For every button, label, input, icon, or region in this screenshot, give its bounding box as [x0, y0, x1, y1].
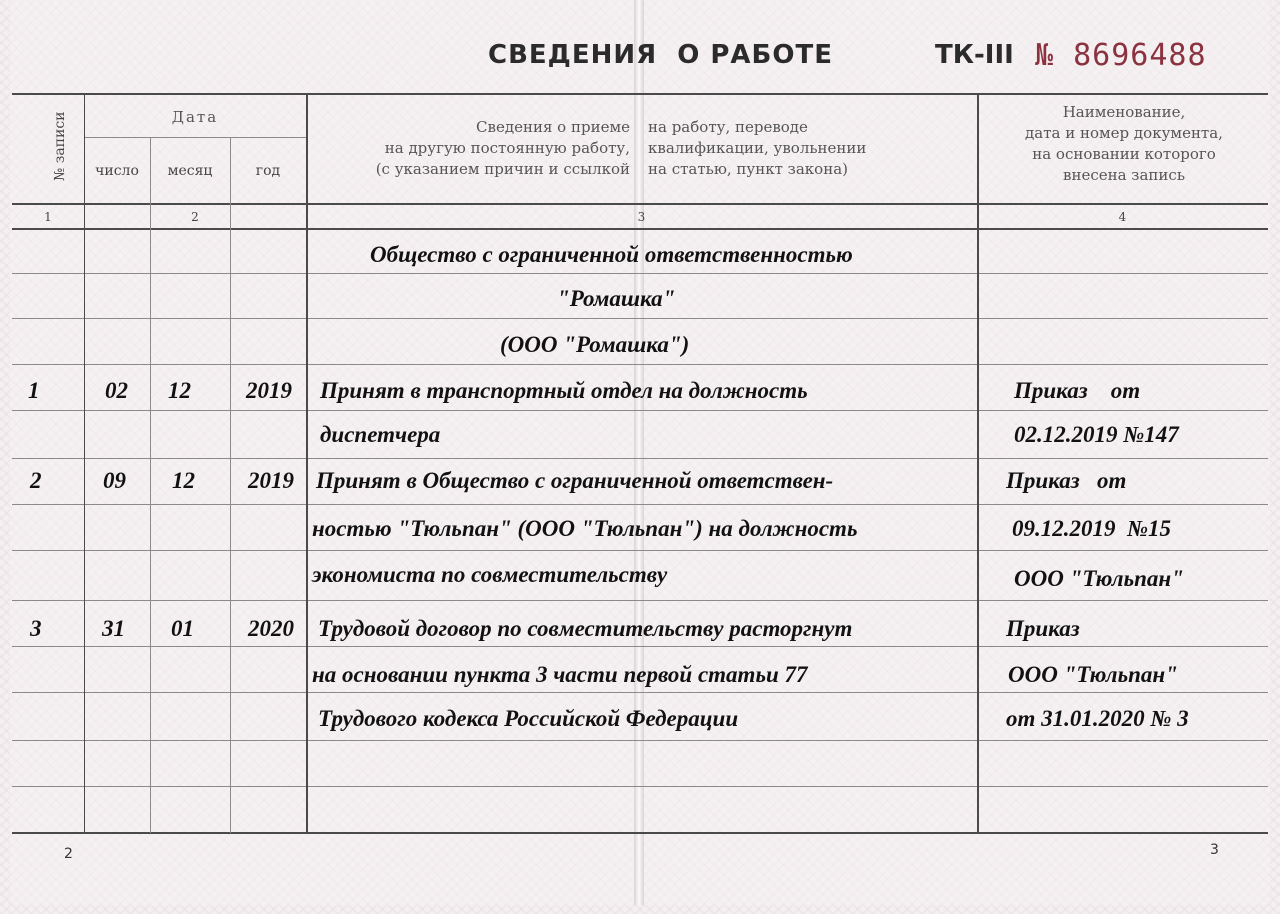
- year-header: год: [255, 163, 281, 179]
- employer-short-name: "Ромашка": [557, 286, 676, 311]
- header-bottom-line: [12, 203, 1268, 205]
- table-rule-line: [12, 550, 1268, 551]
- col-number-1: 1: [44, 210, 52, 224]
- table-rule-line: [12, 832, 1268, 834]
- entry-3-text-line-2: на основании пункта 3 части первой статьи 77: [312, 662, 808, 687]
- table-rule-line: [12, 740, 1268, 741]
- col-number-2: 2: [191, 210, 199, 224]
- col-line-2: [306, 93, 308, 833]
- date-subheader-line: [84, 137, 306, 138]
- col-number-4: 4: [1118, 210, 1127, 224]
- info-header-right: на работу, переводе квалификации, увольнении на статью, пункт закона): [648, 118, 867, 178]
- table-rule-line: [12, 786, 1268, 787]
- entry-3-text-line-3: Трудового кодекса Российской Федерации: [318, 706, 739, 731]
- col-line-month: [230, 137, 231, 833]
- entry-2-doc-line-1: Приказ от: [1006, 468, 1127, 493]
- col-line-3: [977, 93, 979, 833]
- entry-1-doc-line-2: 02.12.2019 №147: [1014, 422, 1179, 447]
- entry-2-doc-line-3: ООО "Тюльпан": [1014, 566, 1184, 591]
- entry-3-doc-line-3: от 31.01.2020 № 3: [1006, 706, 1189, 731]
- col-line-1: [84, 93, 85, 833]
- date-header: Дата: [171, 108, 219, 126]
- entry-1-month: 12: [168, 378, 191, 403]
- entry-2-doc-line-2: 09.12.2019 №15: [1012, 516, 1172, 541]
- book-spine: [634, 0, 644, 905]
- table-rule-line: [12, 692, 1268, 693]
- employer-name: Общество с ограниченной ответственностью: [370, 242, 853, 267]
- entry-2-text-line-1: Принят в Общество с ограниченной ответствен-: [316, 468, 834, 493]
- table-rule-line: [12, 504, 1268, 505]
- employer-abbreviation: (ООО "Ромашка"): [500, 332, 690, 357]
- entry-3-text-line-1: Трудовой договор по совместительству расторгнут: [318, 616, 853, 641]
- entry-3-day: 31: [102, 616, 125, 641]
- table-top-border: [12, 93, 1268, 95]
- col-number-3: 3: [637, 210, 646, 224]
- entry-3-month: 01: [171, 616, 194, 641]
- day-header: число: [95, 163, 139, 179]
- table-rule-line: [12, 600, 1268, 601]
- entry-1-day: 02: [105, 378, 128, 403]
- entry-2-text-line-3: экономиста по совместительству: [312, 562, 668, 587]
- right-page-number: 3: [1210, 842, 1219, 858]
- table-rule-line: [12, 646, 1268, 647]
- entry-2-text-line-2: ностью "Тюльпан" (ООО "Тюльпан") на должность: [312, 516, 858, 541]
- entry-2-no: 2: [30, 468, 42, 493]
- col-line-day: [150, 137, 151, 833]
- entry-3-no: 3: [30, 616, 42, 641]
- table-rule-line: [12, 458, 1268, 459]
- entry-3-doc-line-1: Приказ: [1006, 616, 1080, 641]
- month-header: месяц: [167, 163, 213, 179]
- left-page-number: 2: [64, 846, 73, 862]
- entry-1-no: 1: [28, 378, 40, 403]
- document-series: ТК-III: [935, 40, 1014, 70]
- document-number: № 8696488: [1035, 38, 1207, 73]
- entry-1-text-line-2: диспетчера: [320, 422, 441, 447]
- numbering-row-line: [12, 228, 1268, 230]
- entry-1-doc-line-1: Приказ от: [1014, 378, 1141, 403]
- info-header-left: Сведения о приеме на другую постоянную работу, (с указанием причин и ссылкой: [375, 118, 630, 178]
- entry-3-doc-line-2: ООО "Тюльпан": [1008, 662, 1178, 687]
- entry-no-header: № записи: [52, 111, 68, 181]
- table-rule-line: [12, 364, 1268, 365]
- table-rule-line: [12, 273, 1268, 274]
- entry-2-month: 12: [172, 468, 195, 493]
- entry-1-text-line-1: Принят в транспортный отдел на должность: [320, 378, 808, 403]
- table-rule-line: [12, 318, 1268, 319]
- entry-2-day: 09: [103, 468, 126, 493]
- document-header: Наименование, дата и номер документа, на основании которого внесена запись: [1025, 103, 1223, 184]
- entry-2-year: 2019: [248, 468, 294, 493]
- page-title: СВЕДЕНИЯ О РАБОТЕ: [488, 40, 833, 70]
- entry-3-year: 2020: [248, 616, 294, 641]
- entry-1-year: 2019: [246, 378, 292, 403]
- table-rule-line: [12, 410, 1268, 411]
